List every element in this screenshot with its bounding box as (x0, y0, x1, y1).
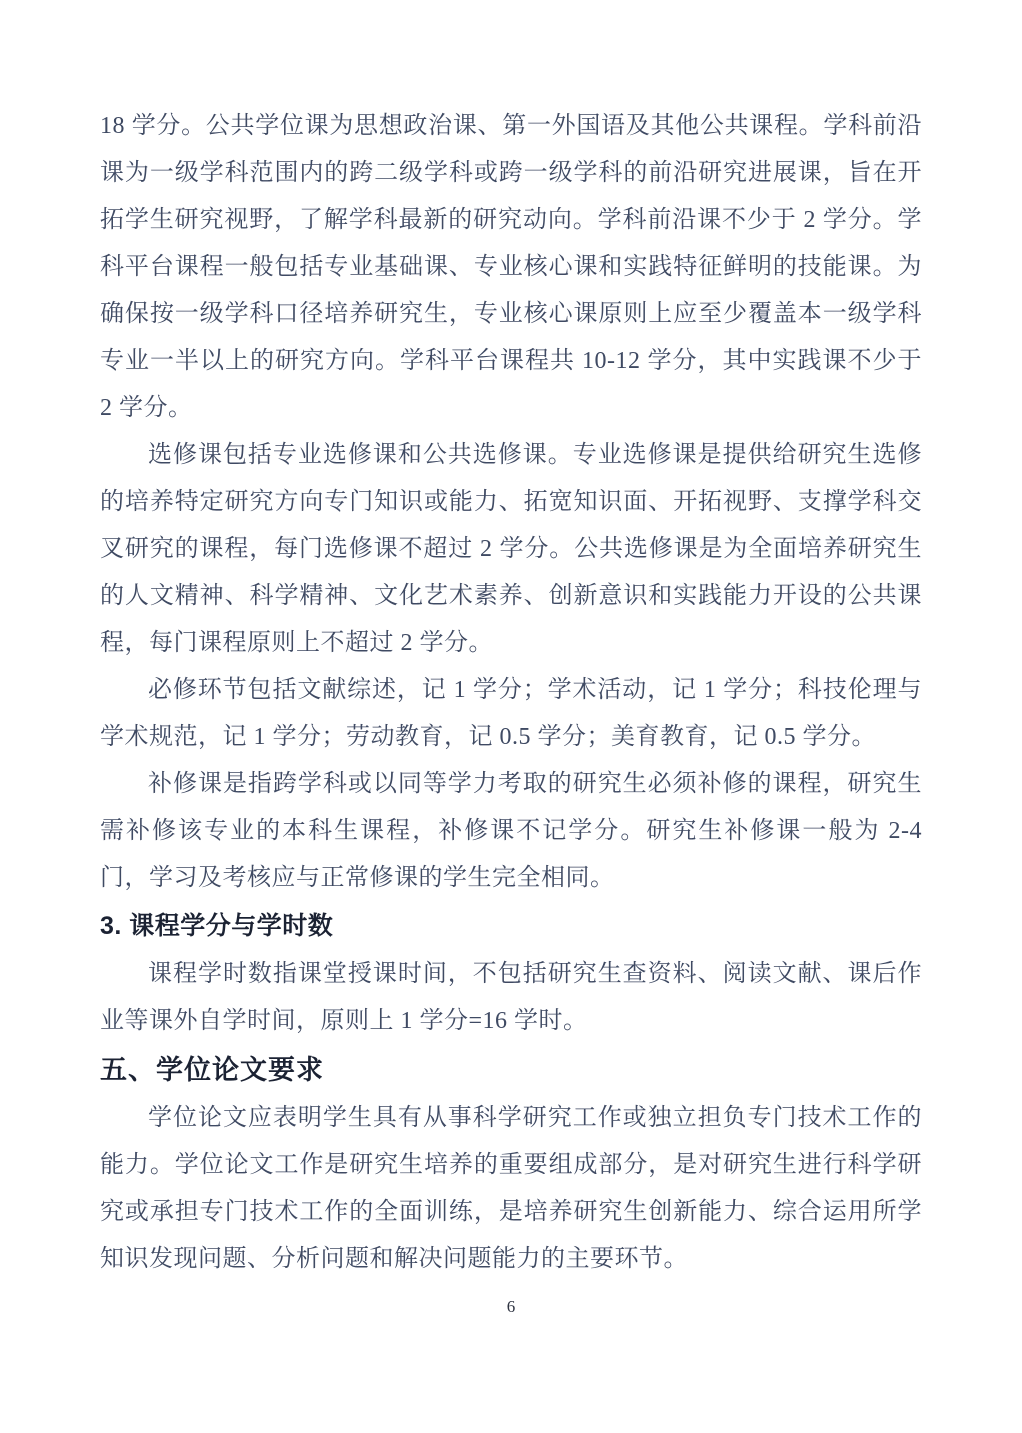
paragraph-required-components: 必修环节包括文献综述，记 1 学分；学术活动，记 1 学分；科技伦理与学术规范，记 1 学分；劳动教育，记 0.5 学分；美育教育，记 0.5 学分。 (100, 677, 922, 750)
page-number: 6 (506, 1297, 516, 1316)
paragraph-class-hours: 课程学时数指课堂授课时间，不包括研究生查资料、阅读文献、课后作业等课外自学时间，原则上 1 学分=16 学时。 (100, 961, 922, 1034)
paragraph-degree-courses: 18 学分。公共学位课为思想政治课、第一外国语及其他公共课程。学科前沿课为一级学科范围内的跨二级学科或跨一级学科的前沿研究进展课，旨在开拓学生研究视野，了解学科最新的研究动向。学科前沿课不少于 2 学分。学科平台课程一般包括专业基础课、专业核心课和实践特征鲜明的技能课。为确保按一级学科口径培养研究生，专业核心课原则上应至少覆盖本一级学科专业一半以上的研究方向。学科平台课程共 10-12 学分，其中实践课不少于 2 学分。 (100, 113, 922, 421)
section-heading-thesis-requirements: 五、学位论文要求 (100, 1055, 324, 1085)
subsection-heading-credits-hours: 3. 课程学分与学时数 (100, 912, 334, 940)
paragraph-makeup-courses: 补修课是指跨学科或以同等学力考取的研究生必须补修的课程，研究生需补修该专业的本科生课程，补修课不记学分。研究生补修课一般为 2-4 门，学习及考核应与正常修课的学生完全相同。 (100, 771, 922, 891)
page-content (100, 103, 922, 1283)
paragraph-thesis-description: 学位论文应表明学生具有从事科学研究工作或独立担负专门技术工作的能力。学位论文工作是研究生培养的重要组成部分，是对研究生进行科学研究或承担专门技术工作的全面训练，是培养研究生创新能力、综合运用所学知识发现问题、分析问题和解决问题能力的主要环节。 (100, 1105, 922, 1272)
paragraph-elective-courses: 选修课包括专业选修课和公共选修课。专业选修课是提供给研究生选修的培养特定研究方向专门知识或能力、拓宽知识面、开拓视野、支撑学科交叉研究的课程，每门选修课不超过 2 学分。公共选修课是为全面培养研究生的人文精神、科学精神、文化艺术素养、创新意识和实践能力开设的公共课程，每门课程原则上不超过 2 学分。 (100, 442, 922, 656)
